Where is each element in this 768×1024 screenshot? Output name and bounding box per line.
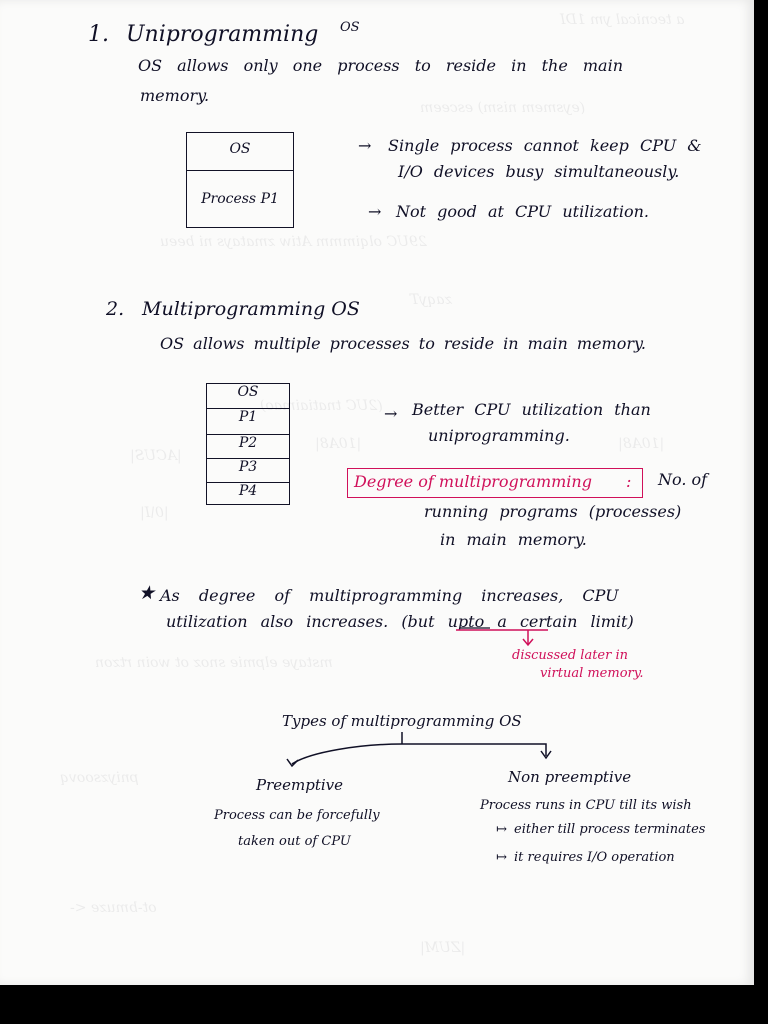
section2-description: OS allows multiple processes to reside in main memory. [160,334,646,353]
section2-number: 2. [106,298,125,320]
preemptive-label: Preemptive [256,776,344,794]
non-preemptive-bullet2-arrow: ↦ [496,850,507,865]
section1-point1-arrow: → [358,136,372,155]
section1-description-line2: memory. [140,86,210,105]
memory-cell-p2: P2 [207,434,289,457]
bleed-through-text: |ZUM| [420,940,466,956]
bleed-through-text: pniyzsoovq [60,770,139,786]
non-preemptive-label: Non preemptive [508,768,632,786]
note-red-line1: discussed later in [512,648,628,663]
preemptive-desc-line1: Process can be forcefully [214,808,380,823]
section1-point2-line1: Not good at CPU utilization. [396,202,649,221]
section2-point-better-line2: uniprogramming. [428,426,570,445]
section1-point2-arrow: → [368,202,382,221]
section1-point1-line1: Single process cannot keep CPU & [388,136,702,155]
bleed-through-text: zaqyT [410,292,452,308]
note-red-line2: virtual memory. [540,666,644,681]
memory-cell-p4: P4 [207,482,289,505]
note-line1: As degree of multiprogramming increases, CPU [160,586,619,605]
non-preemptive-bullet2: it requires I/O operation [514,850,675,865]
bleed-through-text: (eysmem nism) esceem [420,100,586,116]
bleed-through-text: 29UC olqimmm Atiw zmatays ni beeu [160,234,427,250]
degree-separator: : [626,472,632,491]
degree-definition-line2: running programs (processes) [424,502,682,521]
non-preemptive-desc-line1: Process runs in CPU till its wish [480,798,692,813]
bleed-through-text: |10A8| [315,436,362,452]
memory-cell-os: OS [229,141,251,157]
section1-description-line1: OS allows only one process to reside in the main [138,56,624,75]
section1-heading: Uniprogramming [126,22,319,47]
bleed-through-text: ot-bmuze <- [70,900,157,916]
bleed-through-text: mstaye elpmie snoz ot woin rtzon [95,655,333,671]
preemptive-desc-line2: taken out of CPU [238,834,351,849]
bleed-through-text: |ACUS| [130,448,182,464]
star-icon: ★ [138,582,156,604]
memory-cell-process-p1: Process P1 [187,170,293,227]
bleed-through-text: |0\I| [140,505,169,521]
bleed-through-text: a tecnical ym 1DI [560,12,685,28]
types-title: Types of multiprogramming OS [282,712,522,730]
memory-cell-p3: P3 [207,458,289,481]
multiprogramming-memory-diagram [206,383,290,505]
bleed-through-text: |10A8| [618,436,665,452]
memory-cell-p1: P1 [207,408,289,431]
section1-heading-suffix: OS [340,20,360,35]
bleed-through-text: (2UC tnatiaimao) [260,398,383,414]
memory-cell-os: OS [237,384,259,400]
section2-point-better-line1: Better CPU utilization than [412,400,651,419]
section2-heading: Multiprogramming OS [142,298,360,320]
degree-definition-line1: No. of [658,470,708,489]
section1-point1-line2: I/O devices busy simultaneously. [398,162,680,181]
non-preemptive-bullet1: either till process terminates [514,822,706,837]
non-preemptive-bullet1-arrow: ↦ [496,822,507,837]
note-line2: utilization also increases. (but upto a certain limit) [166,612,634,631]
section1-number: 1. [88,22,109,47]
degree-definition-line3: in main memory. [440,530,587,549]
uniprogramming-memory-diagram [186,132,294,228]
degree-term: Degree of multiprogramming [354,472,592,491]
section2-point-arrow: → [384,404,398,423]
